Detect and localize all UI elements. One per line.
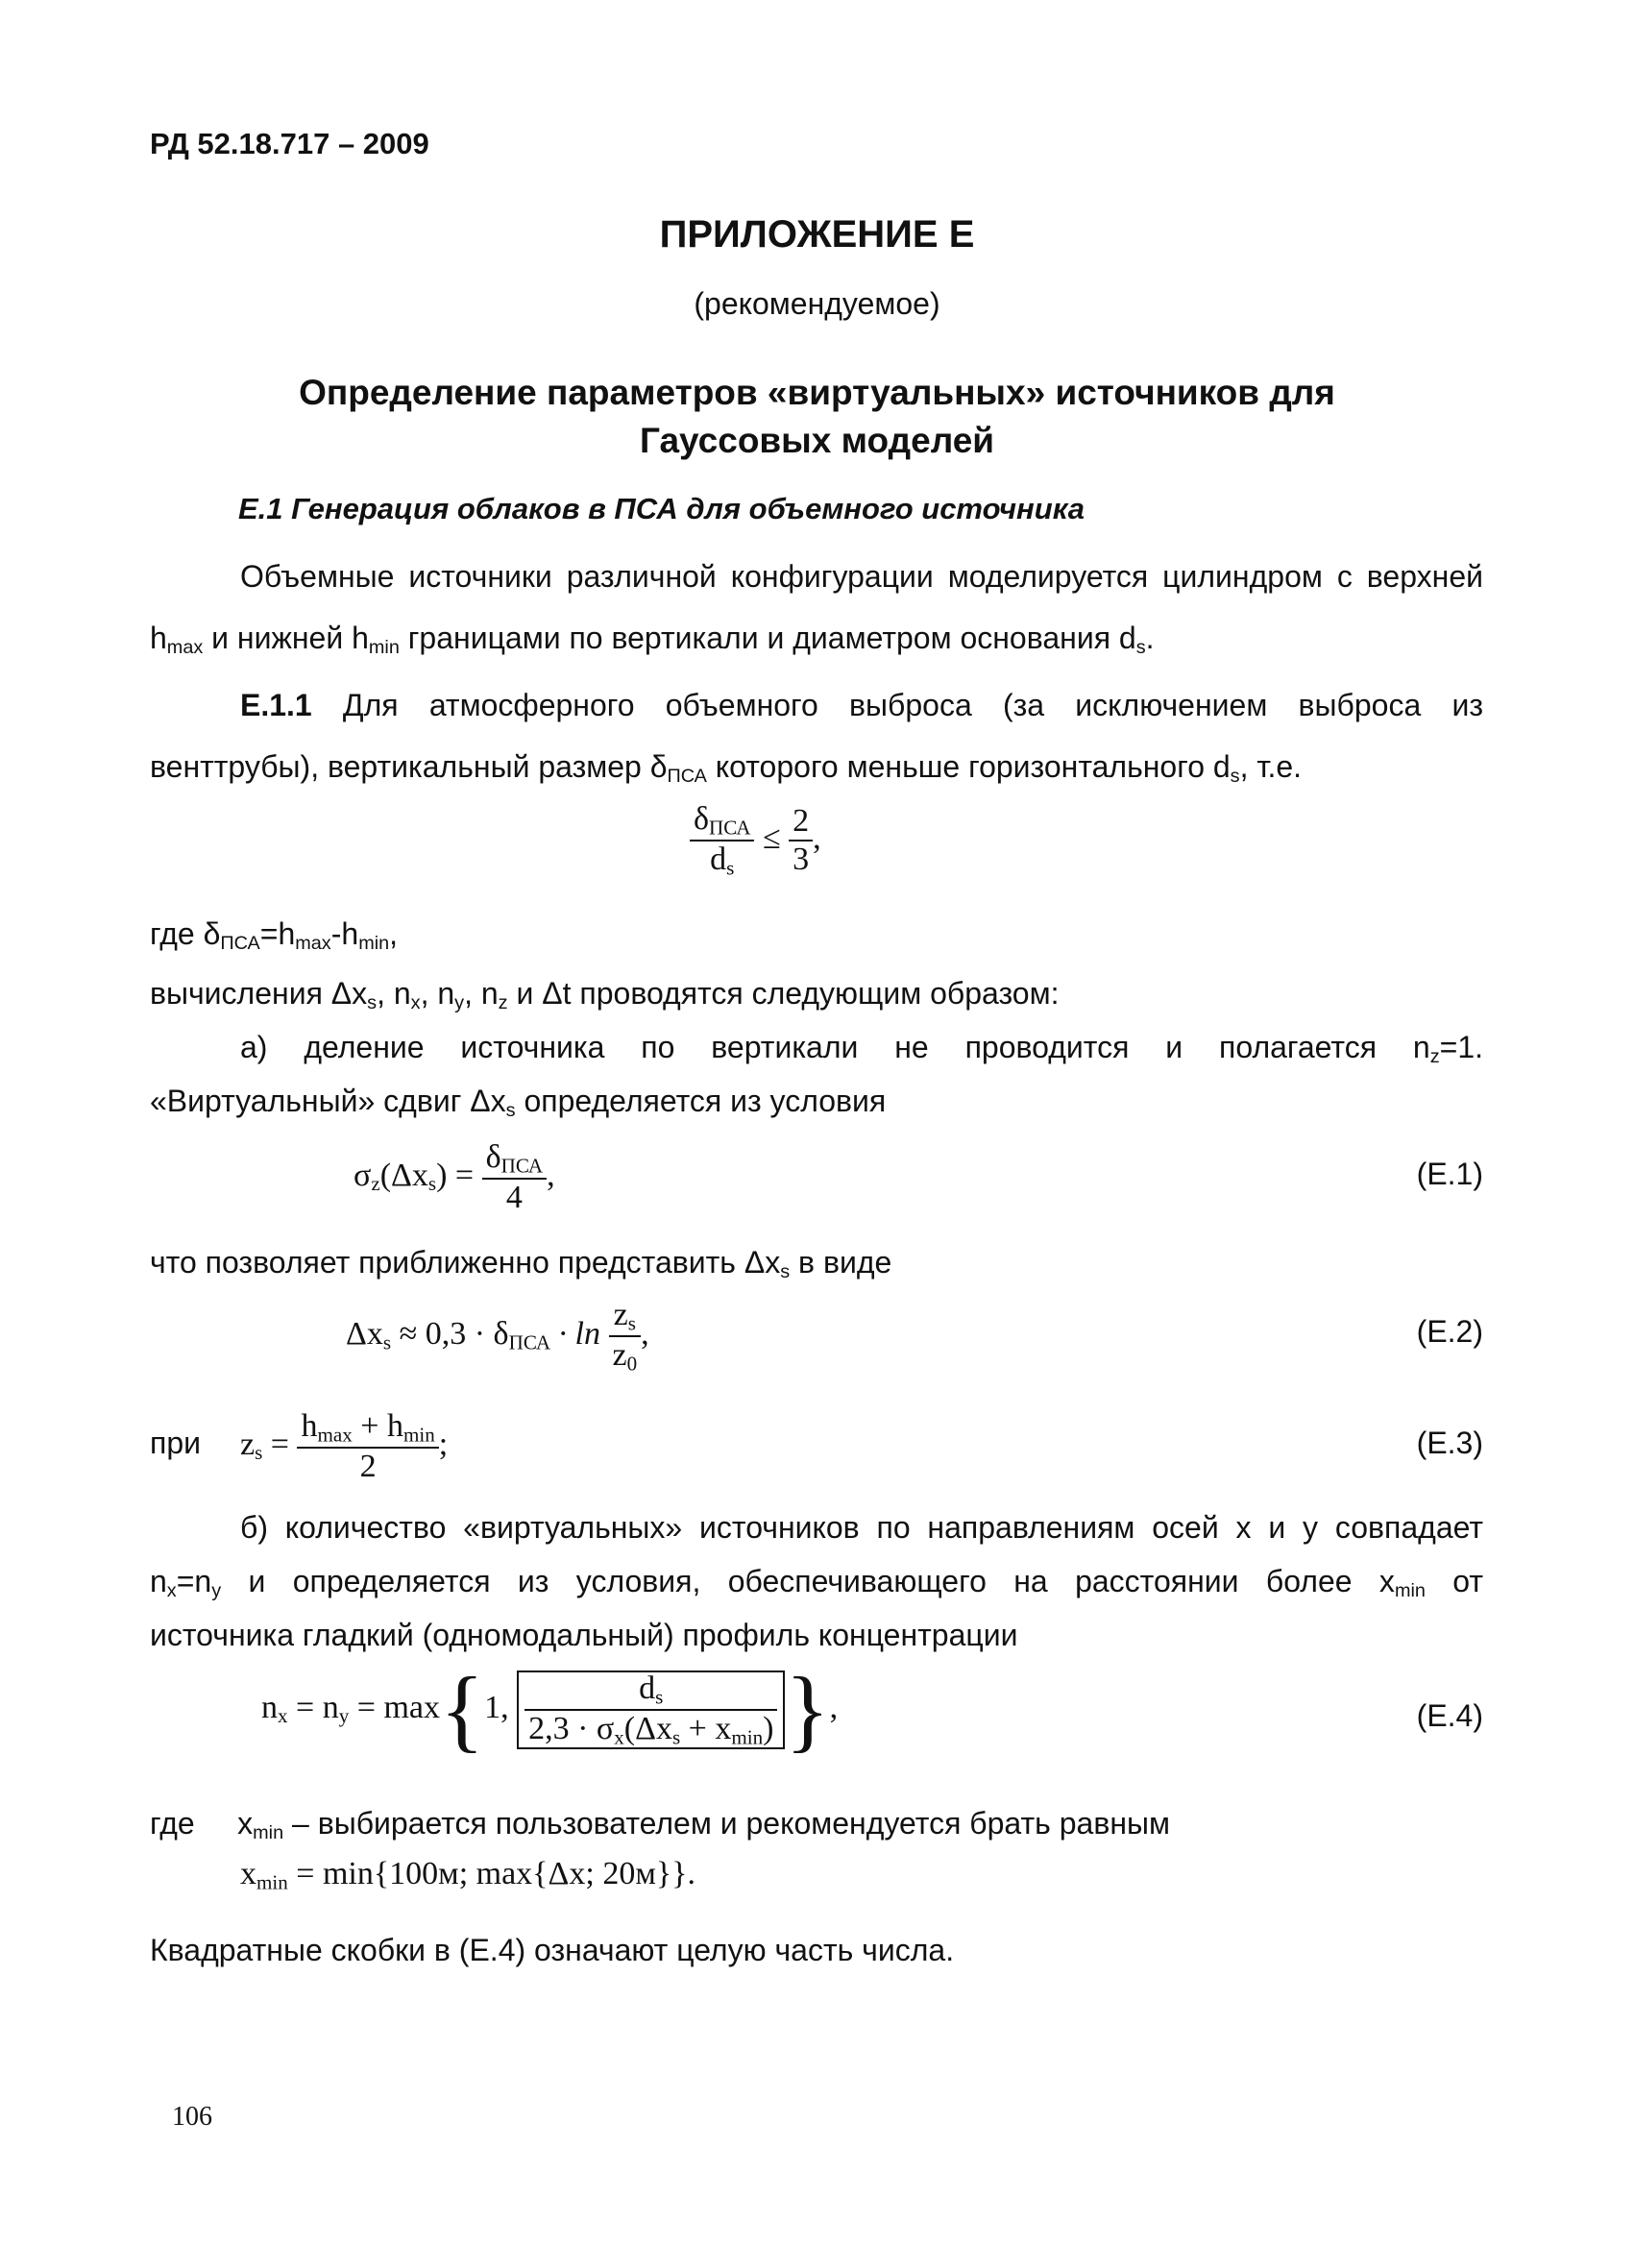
text: вычисления Δx [150, 976, 368, 1011]
text: где δ [150, 916, 221, 951]
text: а) деление источника по вертикали не проводится и полагается n [240, 1030, 1430, 1064]
subscript: s [1230, 765, 1240, 787]
page-number: 106 [172, 2102, 212, 2132]
text: x [240, 1856, 256, 1891]
text: h [301, 1408, 318, 1444]
text: =1. [1439, 1030, 1483, 1064]
subscript: ПСА [508, 1330, 551, 1354]
text: ; [438, 1426, 449, 1462]
note-line: Квадратные скобки в (Е.4) означают целую часть числа. [150, 1933, 955, 1967]
represent-line [150, 1232, 1483, 1303]
text: σ [354, 1157, 372, 1193]
subscript: y [211, 1579, 222, 1601]
text: d [710, 841, 727, 878]
text: и нижней h [203, 621, 369, 655]
text: «Виртуальный» сдвиг Δx [150, 1084, 506, 1118]
fraction [609, 1297, 642, 1377]
subscript: y [454, 991, 465, 1013]
subscript: s [367, 991, 378, 1013]
text: z [613, 1297, 628, 1332]
subscript: x [278, 1704, 288, 1728]
text: δ [694, 801, 710, 837]
subscript: min [253, 1821, 284, 1843]
text: границами по вертикали и диаметром основания d [399, 621, 1136, 655]
text: в виде [790, 1245, 892, 1280]
fraction [297, 1408, 438, 1485]
text: ) [763, 1711, 774, 1746]
text: ) = [436, 1157, 475, 1193]
numerator [690, 801, 754, 841]
subscript: ПСА [709, 816, 751, 840]
subscript: s [505, 1099, 516, 1121]
fraction [789, 803, 813, 878]
fraction [482, 1139, 547, 1216]
text: 2,3 · σ [528, 1711, 615, 1746]
text: – выбирается пользователем и рекомендуется брать равным [283, 1806, 1170, 1841]
text: h [150, 621, 167, 655]
numerator [524, 1671, 777, 1711]
text: = [262, 1426, 289, 1462]
right-brace: } [785, 1658, 830, 1761]
denominator: 3 [793, 841, 810, 878]
paragraph-1-line-2 [150, 607, 1483, 678]
text: · ln [550, 1316, 600, 1353]
text: n [261, 1689, 278, 1725]
subscript: min [368, 636, 400, 658]
text: (Δx [623, 1711, 672, 1746]
text: ≈ 0,3 · δ [391, 1316, 509, 1353]
text: =h [259, 916, 296, 951]
subscript: s [655, 1685, 664, 1708]
document-title-line-2: Гауссовых моделей [639, 421, 995, 460]
equation-number-e4: (Е.4) [1416, 1698, 1483, 1733]
document-title [0, 369, 1634, 465]
subscript: min [1394, 1579, 1426, 1601]
text: от [1425, 1564, 1484, 1598]
text: -h [330, 916, 359, 951]
text: , [547, 1157, 555, 1193]
text: , n [420, 976, 455, 1011]
subscript: z [371, 1172, 380, 1196]
text: d [639, 1670, 656, 1706]
text: δ [485, 1139, 501, 1175]
item-b-line-3: источника гладкий (одномодальный) профиль концентрации [150, 1618, 1018, 1652]
text: венттрубы), вертикальный размер δ [150, 749, 668, 784]
paragraph-e11-line-1 [150, 674, 1483, 736]
text: , [813, 820, 821, 857]
fraction [524, 1671, 777, 1750]
denominator [690, 841, 754, 880]
subscript: z [1429, 1045, 1440, 1067]
equation-number-e1: (Е.1) [1416, 1157, 1483, 1191]
subscript: max [166, 636, 204, 658]
text: где [150, 1806, 195, 1841]
subscript: ПСА [500, 1154, 544, 1178]
subscript: ПСА [220, 932, 260, 954]
text: z [240, 1426, 256, 1462]
subscript: s [382, 1330, 392, 1354]
subscript: y [338, 1704, 350, 1728]
text: которого меньше горизонтального d [706, 749, 1231, 784]
left-brace: { [440, 1658, 485, 1761]
text: что позволяет приближенно представить Δx [150, 1245, 781, 1280]
condition-formula [690, 801, 821, 881]
text: определяется из условия [515, 1084, 887, 1118]
denominator [609, 1337, 642, 1376]
subscript: s [726, 856, 735, 880]
subscript: ПСА [667, 765, 707, 787]
text: (Δx [379, 1157, 428, 1193]
numerator [482, 1139, 547, 1180]
denominator: 4 [505, 1180, 523, 1216]
text: , n [464, 976, 499, 1011]
paragraph-e11-line-2 [150, 736, 1483, 807]
numerator: 2 [789, 803, 813, 841]
equation-number-e3: (Е.3) [1416, 1426, 1483, 1460]
clause-number: Е.1.1 [240, 688, 312, 722]
subscript: z [498, 991, 508, 1013]
text: Для атмосферного объемного выброса (за исключением выброса из [311, 688, 1483, 722]
item-b-line-1: б) количество «виртуальных» источников по направлениям осей x и y совпадает [240, 1510, 1483, 1545]
denominator: 2 [359, 1449, 377, 1485]
subscript: 0 [626, 1352, 638, 1376]
text: + x [680, 1711, 732, 1746]
equation-e2 [346, 1297, 649, 1377]
operator: ≤ [762, 820, 781, 857]
appendix-subtitle: (рекомендуемое) [694, 286, 940, 321]
subscript: s [255, 1441, 263, 1465]
equation-e3-prefix: при [150, 1426, 201, 1460]
subscript: min [256, 1870, 288, 1894]
text: . [1145, 621, 1155, 655]
xmin-formula [240, 1856, 695, 1894]
subscript: x [614, 1725, 624, 1749]
text: + h [352, 1408, 403, 1444]
text: , т.е. [1239, 749, 1303, 784]
text: 1, [484, 1689, 509, 1725]
text: = n [287, 1689, 339, 1725]
text: и Δt проводятся следующим образом: [507, 976, 1060, 1011]
equation-e1 [354, 1139, 555, 1216]
denominator [524, 1711, 777, 1749]
item-a-line-2 [150, 1070, 1483, 1141]
text: Δx [346, 1316, 383, 1353]
subscript: x [410, 991, 421, 1013]
text: и определяется из условия, обеспечивающего на расстоянии более x [221, 1564, 1395, 1598]
paragraph-1-line-1: Объемные источники различной конфигурации моделируется цилиндром с верхней [240, 559, 1483, 594]
subscript: max [317, 1423, 353, 1447]
subscript: min [731, 1725, 764, 1749]
floor-bracket [517, 1671, 785, 1750]
subscript: s [671, 1725, 681, 1749]
equation-e3 [240, 1408, 448, 1485]
numerator [609, 1297, 642, 1337]
section-title: Е.1 Генерация облаков в ПСА для объемного источника [238, 492, 1085, 525]
document-code: РД 52.18.717 – 2009 [150, 127, 429, 160]
text: , [829, 1689, 839, 1725]
text: , [641, 1316, 649, 1353]
numerator [297, 1408, 438, 1449]
subscript: max [295, 932, 331, 954]
subscript: x [166, 1579, 177, 1601]
text: , n [377, 976, 411, 1011]
text: z [612, 1337, 627, 1374]
fraction [690, 801, 754, 881]
text: , [389, 916, 399, 951]
subscript: s [427, 1172, 437, 1196]
subscript: min [402, 1423, 435, 1447]
appendix-title: ПРИЛОЖЕНИЕ Е [659, 213, 975, 256]
equation-number-e2: (Е.2) [1416, 1314, 1483, 1349]
text: = min{100м; max{Δx; 20м}}. [287, 1856, 695, 1891]
subscript: s [780, 1260, 791, 1282]
subscript: min [358, 932, 390, 954]
text: n [150, 1564, 167, 1598]
where-line-2 [150, 1792, 1483, 1864]
text: = max [349, 1689, 440, 1725]
subscript: s [627, 1311, 636, 1335]
text: =n [176, 1564, 212, 1598]
equation-e4 [261, 1658, 839, 1761]
subscript: s [1135, 636, 1146, 658]
text: x [237, 1806, 254, 1841]
document-title-line-1: Определение параметров «виртуальных» источников для [299, 373, 1335, 412]
